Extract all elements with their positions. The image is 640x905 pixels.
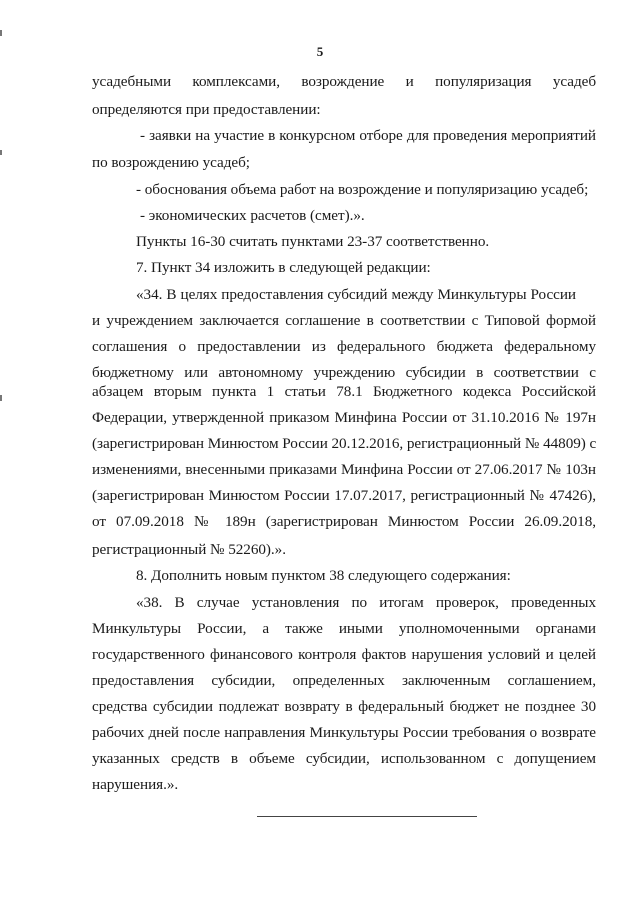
text-line: абзацем вторым пункта 1 статьи 78.1 Бюджетного кодекса Российской bbox=[92, 383, 596, 400]
text-line: Федерации, утвержденной приказом Минфина России от 31.10.2016 № 197н bbox=[92, 409, 596, 426]
text-line: регистрационный № 52260).». bbox=[92, 541, 286, 558]
text-line: предоставления субсидии, определенных заключенным соглашением, bbox=[92, 672, 596, 689]
text-line: Пункты 16-30 считать пунктами 23-37 соответственно. bbox=[136, 233, 490, 250]
text-line: 8. Дополнить новым пунктом 38 следующего содержания: bbox=[136, 567, 511, 584]
text-line: по возрождению усадеб; bbox=[92, 154, 250, 171]
text-line: указанных средств в объеме субсидии, использованном с допущением bbox=[92, 750, 596, 767]
text-line: от 07.09.2018 № 189н (зарегистрирован Минюстом России 26.09.2018, bbox=[92, 513, 596, 530]
text-line: (зарегистрирован Минюстом России 20.12.2016, регистрационный № 44809) с bbox=[92, 435, 597, 452]
scan-edge-mark bbox=[0, 395, 2, 401]
text-line: рабочих дней после направления Минкультуры России требования о возврате bbox=[92, 724, 596, 741]
text-line: соглашения о предоставлении из федерального бюджета федеральному bbox=[92, 338, 596, 355]
page-number: 5 bbox=[316, 44, 324, 59]
text-line: и учреждением заключается соглашение в соответствии с Типовой формой bbox=[92, 312, 596, 329]
text-line: - заявки на участие в конкурсном отборе для проведения мероприятий bbox=[140, 127, 596, 144]
text-line: «38. В случае установления по итогам проверок, проведенных bbox=[136, 594, 596, 611]
text-line: средства субсидии подлежат возврату в федеральный бюджет не позднее 30 bbox=[92, 698, 596, 715]
text-line: - экономических расчетов (смет).». bbox=[140, 207, 365, 224]
text-line: - обоснования объема работ на возрождение и популяризацию усадеб; bbox=[136, 181, 589, 198]
scan-edge-mark bbox=[0, 30, 2, 36]
text-line: «34. В целях предоставления субсидий между Минкультуры России bbox=[136, 286, 576, 303]
text-line: Минкультуры России, а также иными уполномоченными органами bbox=[92, 620, 596, 637]
text-line: (зарегистрирован Минюстом России 17.07.2017, регистрационный № 47426), bbox=[92, 487, 596, 504]
text-line: нарушения.». bbox=[92, 776, 179, 793]
text-line: бюджетному или автономному учреждению субсидии в соответствии с bbox=[92, 364, 596, 381]
end-rule bbox=[257, 816, 477, 817]
scan-edge-mark bbox=[0, 150, 2, 155]
text-line: изменениями, внесенными приказами Минфина России от 27.06.2017 № 103н bbox=[92, 461, 596, 478]
text-line: государственного финансового контроля фактов нарушения условий и целей bbox=[92, 646, 596, 663]
text-line: усадебными комплексами, возрождение и популяризация усадеб bbox=[92, 73, 596, 90]
text-line: определяются при предоставлении: bbox=[92, 101, 321, 118]
text-line: 7. Пункт 34 изложить в следующей редакции: bbox=[136, 259, 431, 276]
